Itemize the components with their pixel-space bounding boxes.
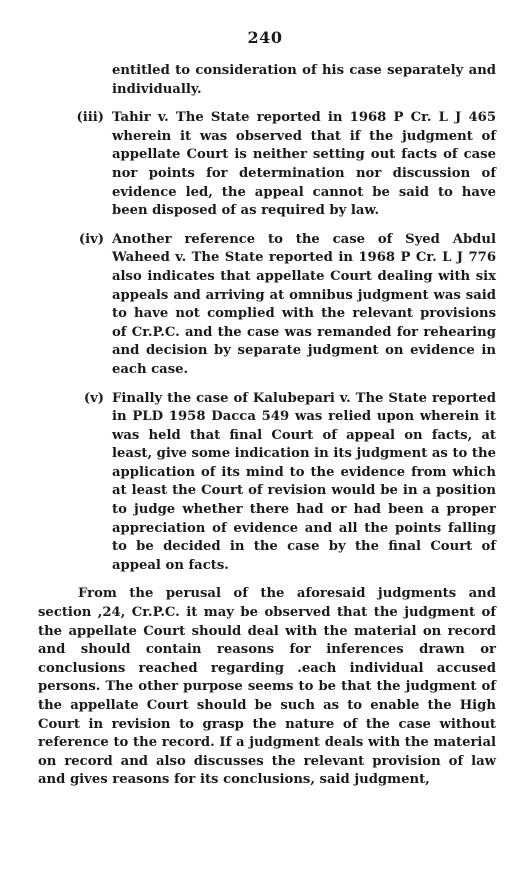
list-marker: (iii) (76, 110, 104, 126)
list-marker: (iv) (78, 231, 104, 247)
body-paragraph: From the perusal of the aforesaid judgments and section ,24, Cr.P.C. it may be observed that the judgment of the appellate Court should deal with the material on record and should contain reasons for inferences drawn or conclusions reached regarding .each individual accused persons. The other purpose seems to be that the judgment of the appellate Court should be such as to enable the High Court in revision to grasp the nature of the case without reference to the record. If a judgment deals with the material on record and also discusses the relevant provision of law and gives reasons for its conclusions, said judgment, (38, 586, 496, 788)
list-item-iv (38, 231, 496, 380)
page-body (38, 62, 496, 790)
list-item-text: Tahir v. The State reported in 1968 P Cr. L J 465 wherein it was observed that if the judgment of appellate Court is neither setting out facts of case nor points for determination nor discussion of evidence led, the appeal cannot be said to have been disposed of as required by law. (112, 110, 496, 219)
list-item-text: Another reference to the case of Syed Abdul Waheed v. The State reported in 1968 P Cr. L J 776 also indicates that appellate Court dealing with six appeals and arriving at omnibus judgment was said to have not complied with the relevant provisions of Cr.P.C. and the case was remanded for rehearing and decision by separate judgment on evidence in each case. (112, 231, 496, 377)
list-item-text: Finally the case of Kalubepari v. The State reported in PLD 1958 Dacca 549 was relied upon wherein it was held that final Court of appeal on facts, at least, give some indication in its judgment as to the application of its mind to the evidence from which at least the Court of revision would be in a position to judge whether there had or had been a proper appreciation of evidence and all the points falling to be decided in the case by the final Court of appeal on facts. (112, 390, 496, 573)
list-item-iii (38, 109, 496, 221)
continuation-text: entitled to consideration of his case separately and individually. (112, 63, 496, 97)
page-number: 240 (247, 28, 283, 47)
list-item-v (38, 390, 496, 576)
list-marker: (v) (83, 390, 104, 406)
